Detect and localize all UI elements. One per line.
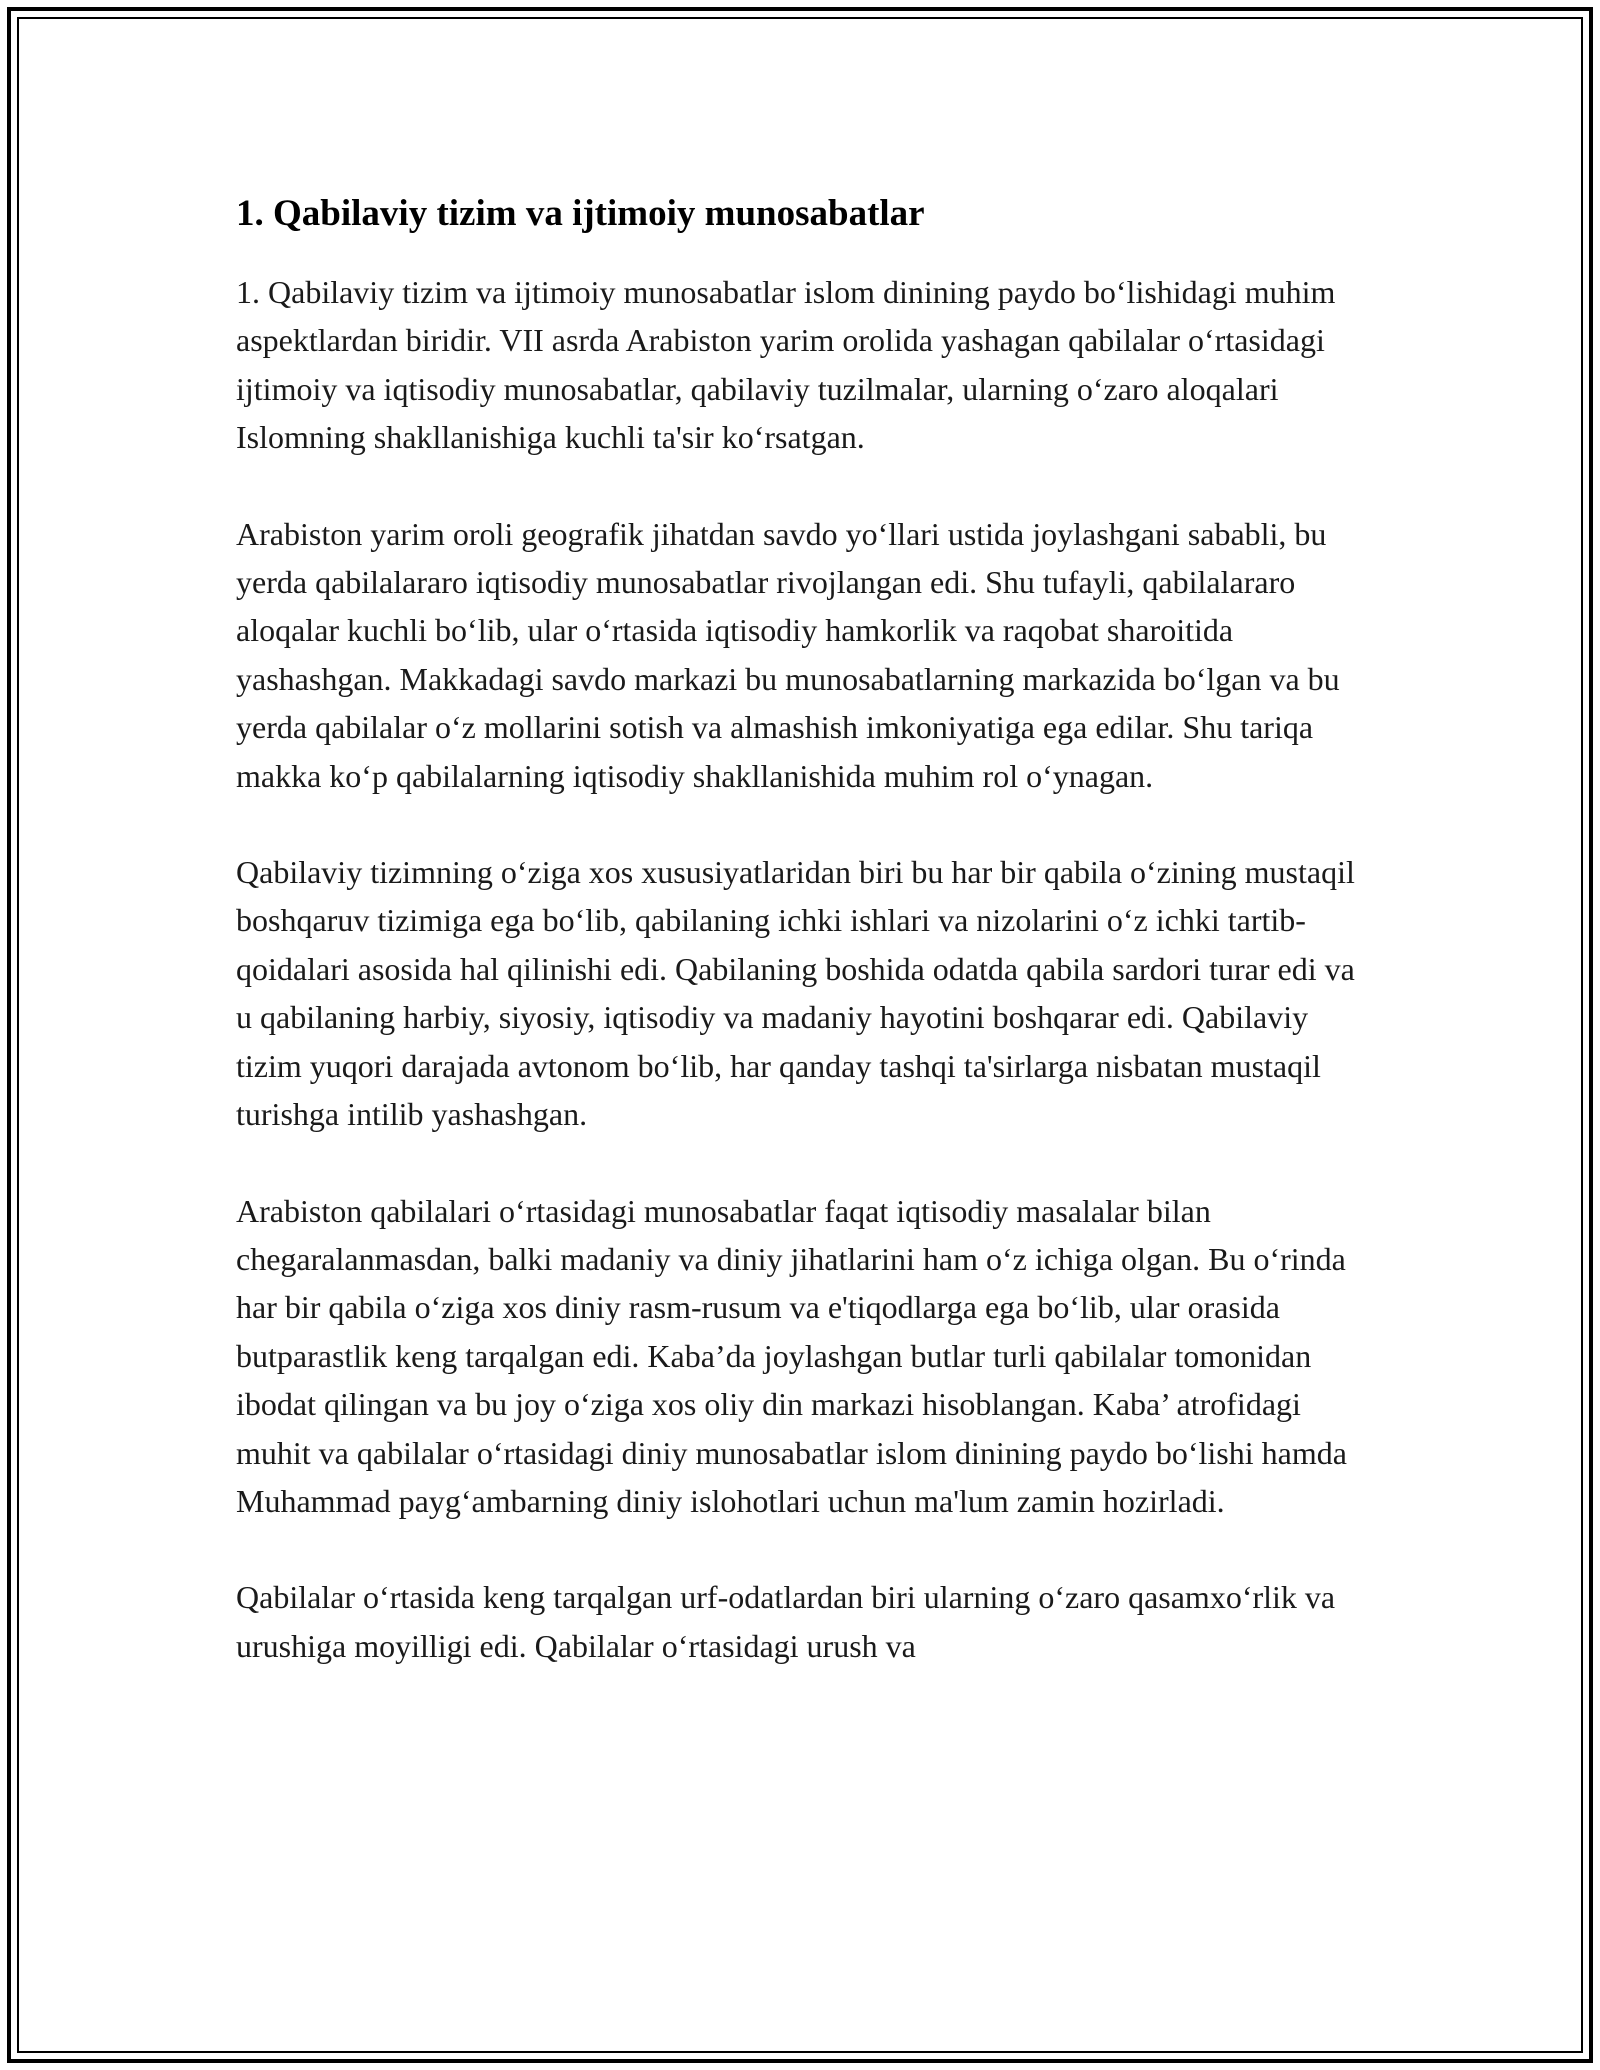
document-body	[236, 188, 1386, 1718]
paragraph-5: Qabilalar o‘rtasida keng tarqalgan urf-odatlardan biri ularning o‘zaro qasamxo‘rlik va urushiga moyilligi edi. Qabilalar o‘rtasidagi urush va	[236, 1579, 1336, 1664]
paragraph-1: 1. Qabilaviy tizim va ijtimoiy munosabatlar islom dinining paydo bo‘lishidagi muhim aspektlardan biridir. VII asrda Arabiston yarim orolida yashagan qabilalar o‘rtasidagi ijtimoiy va iqtisodiy munosabatlar, qabilaviy tuzilmalar, ularning o‘zaro aloqalari Islomning shakllanishiga kuchli ta'sir ko‘rsatgan.	[236, 274, 1336, 456]
paragraph-2: Arabiston yarim oroli geografik jihatdan savdo yo‘llari ustida joylashgani sababli, bu yerda qabilalararo iqtisodiy munosabatlar rivojlangan edi. Shu tufayli, qabilalararo aloqalar kuchli bo‘lib, ular o‘rtasida iqtisodiy hamkorlik va raqobat sharoitida yashashgan. Makkadagi savdo markazi bu munosabatlarning markazida bo‘lgan va bu yerda qabilalar o‘z mollarini sotish va almashish imkoniyatiga ega edilar. Shu tariqa makka ko‘p qabilalarning iqtisodiy shakllanishida muhim rol o‘ynagan.	[236, 515, 1340, 794]
section-heading: 1. Qabilaviy tizim va ijtimoiy munosabatlar	[236, 193, 925, 234]
paragraph-4: Arabiston qabilalari o‘rtasidagi munosabatlar faqat iqtisodiy masalalar bilan chegaralanmasdan, balki madaniy va diniy jihatlarini ham o‘z ichiga olgan. Bu o‘rinda har bir qabila o‘ziga xos diniy rasm-rusum va e'tiqodlarga ega bo‘lib, ular orasida butparastlik keng tarqalgan edi. Kaba’da joylashgan butlar turli qabilalar tomonidan ibodat qilingan va bu joy o‘ziga xos oliy din markazi hisoblangan. Kaba’ atrofidagi muhit va qabilalar o‘rtasidagi diniy munosabatlar islom dinining paydo bo‘lishi hamda Muhammad payg‘ambarning diniy islohotlari uchun ma'lum zamin hozirladi.	[236, 1192, 1347, 1519]
paragraph-3: Qabilaviy tizimning o‘ziga xos xususiyatlaridan biri bu har bir qabila o‘zining mustaqil boshqaruv tizimiga ega bo‘lib, qabilaning ichki ishlari va nizolarini o‘z ichki tartib-qoidalari asosida hal qilinishi edi. Qabilaning boshida odatda qabila sardori turar edi va u qabilaning harbiy, siyosiy, iqtisodiy va madaniy hayotini boshqarar edi. Qabilaviy tizim yuqori darajada avtonom bo‘lib, har qanday tashqi ta'sirlarga nisbatan mustaqil turishga intilib yashashgan.	[236, 854, 1355, 1133]
